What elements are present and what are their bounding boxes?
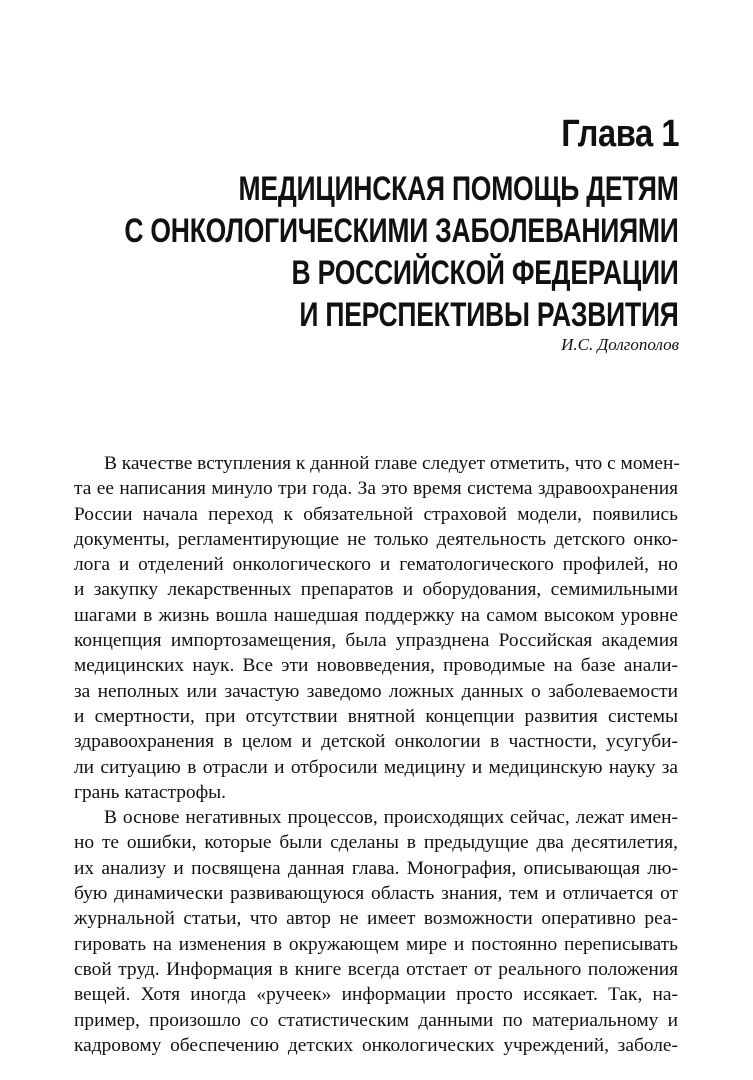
text-line: России начала переход к обязательной страховой модели, появились <box>74 503 678 525</box>
chapter-title-line: В РОССИЙСКОЙ ФЕДЕРАЦИИ <box>291 254 679 292</box>
paragraph-1 <box>74 451 678 805</box>
text-line: документы, регламентирующие не только деятельность детского онко- <box>74 528 678 550</box>
text-line: та ее написания минуло три года. За это время система здравоохранения <box>74 478 678 500</box>
text-line: ли ситуацию в отрасли и отбросили медицину и медицинскую науку за <box>74 756 678 778</box>
paragraph-2 <box>74 805 678 1058</box>
text-line: вещей. Хотя иногда «ручеек» информации просто иссякает. Так, на- <box>74 984 678 1006</box>
text-line: концепция импортозамещения, была упразднена Российская академия <box>74 630 678 652</box>
text-line: за неполных или зачастую заведомо ложных данных о заболеваемости <box>74 680 678 702</box>
chapter-body <box>74 451 678 1058</box>
text-line: гировать на изменения в окружающем мире и постоянно переписывать <box>74 933 678 955</box>
text-line: В основе негативных процессов, происходящих сейчас, лежат имен- <box>104 807 678 829</box>
text-line: В качестве вступления к данной главе следует отметить, что с момен- <box>104 453 680 474</box>
chapter-author: И.С. Долгополов <box>561 335 679 354</box>
text-line: медицинских наук. Все эти нововведения, проводимые на базе анали- <box>74 655 678 677</box>
text-line: и закупку лекарственных препаратов и оборудования, семимильными <box>74 579 678 601</box>
text-line: их анализу и посвящена данная глава. Монография, описывающая лю- <box>74 857 678 879</box>
text-line: бую динамически развивающуюся область знания, тем и отличается от <box>74 883 678 905</box>
text-line: грань катастрофы. <box>74 781 227 803</box>
text-line: лога и отделений онкологического и гематологического профилей, но <box>74 554 678 576</box>
chapter-label: Глава 1 <box>561 113 679 155</box>
chapter-title-line: С ОНКОЛОГИЧЕСКИМИ ЗАБОЛЕВАНИЯМИ <box>124 212 679 250</box>
text-line: свой труд. Информация в книге всегда отстает от реального положения <box>74 958 678 980</box>
text-line: здравоохранения в целом и детской онкологии в частности, усугуби- <box>74 731 678 753</box>
text-line: шагами в жизнь вошла нашедшая поддержку на самом высоком уровне <box>74 604 678 626</box>
text-line: но те ошибки, которые были сделаны в предыдущие два десятилетия, <box>74 832 678 854</box>
chapter-title-line: МЕДИЦИНСКАЯ ПОМОЩЬ ДЕТЯМ <box>238 170 679 208</box>
text-line: пример, произошло со статистическим данными по материальному и <box>74 1009 678 1031</box>
text-line: кадровому обеспечению детских онкологических учреждений, заболе- <box>74 1034 678 1056</box>
text-line: журнальной статьи, что автор не имеет возможности оперативно реа- <box>74 908 678 930</box>
chapter-title-line: И ПЕРСПЕКТИВЫ РАЗВИТИЯ <box>299 296 679 334</box>
text-line: и смертности, при отсутствии внятной концепции развития системы <box>74 705 678 727</box>
chapter-title <box>0 168 679 336</box>
